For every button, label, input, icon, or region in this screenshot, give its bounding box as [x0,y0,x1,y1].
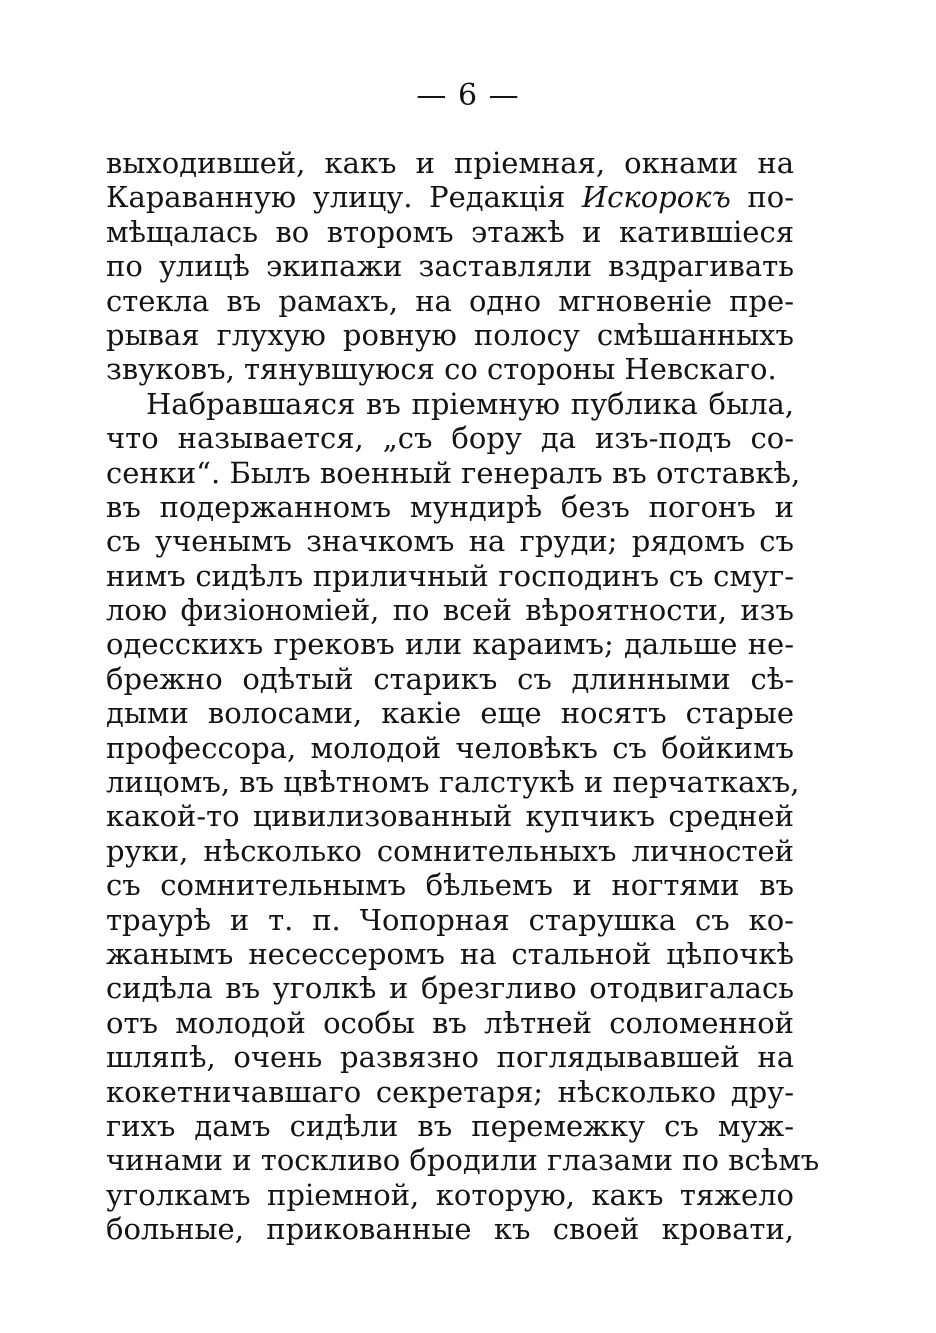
text-line: съ сомнительнымъ бѣльемъ и ногтями въ [106,868,794,903]
text-line: жанымъ несессеромъ на стальной цѣпочкѣ [106,936,794,971]
text-line: сидѣла въ уголкѣ и брезгливо отодвигалась [106,971,794,1006]
text-line: брежно одѣтый старикъ съ длинными сѣ- [106,661,794,696]
text-line: больные, прикованные къ своей кровати, [106,1212,794,1247]
text-line: профессора, молодой человѣкъ съ бойкимъ [106,730,794,765]
text-line: выходившей, какъ и пріемная, окнами на [106,146,794,180]
text-line: лицомъ, въ цвѣтномъ галстукѣ и перчаткахъ, [106,765,800,800]
text-line: Набравшаяся въ пріемную публика была, [146,386,794,421]
paragraph-1 [106,146,794,387]
text-line: шляпѣ, очень развязно поглядывавшей на [106,1040,794,1075]
body-text [106,146,820,1247]
text-line: дыми волосами, какіе еще носятъ старые [106,696,794,731]
text-line: руки, нѣсколько сомнительныхъ личностей [106,833,794,868]
text-line: кокетничавшаго секретаря; нѣсколько дру- [106,1074,794,1109]
text-line: Караванную улицу. Редакція Искорокъ по- [106,180,795,215]
text-line: лою физіономіей, по всей вѣроятности, изъ [106,593,794,628]
text-line: стекла въ рамахъ, на одно мгновеніе пре- [106,283,794,318]
text-line: сенки“. Былъ военный генералъ въ отставкѣ, [106,455,801,490]
page-number: — 6 — [416,78,520,113]
text-line: отъ молодой особы въ лѣтней соломенной [106,1005,794,1040]
italic-title: Искорокъ [581,180,731,215]
text-line: нимъ сидѣлъ приличный господинъ съ смуг- [106,558,794,593]
text-line: въ подержанномъ мундирѣ безъ погонъ и [106,489,794,524]
text-line: что называется, „съ бору да изъ-подъ со- [106,421,794,456]
text-line: съ ученымъ значкомъ на груди; рядомъ съ [106,524,794,559]
text-line: одесскихъ грековъ или караимъ; дальше не- [106,627,794,662]
text-line: по улицѣ экипажи заставляли вздрагивать [106,249,794,284]
text-line: чинами и тоскливо бродили глазами по всѣмъ [106,1143,820,1178]
text-line: мѣщалась во второмъ этажѣ и катившіеся [106,214,794,249]
text-line: звуковъ, тянувшуюся со стороны Невскаго. [106,352,777,387]
text-line: гихъ дамъ сидѣли въ перемежку съ муж- [106,1108,794,1143]
paragraph-2 [106,386,820,1247]
text-line: уголкамъ пріемной, которую, какъ тяжело [106,1177,794,1212]
text-line: рывая глухую ровную полосу смѣшанныхъ [106,317,794,352]
text-line: какой-то цивилизованный купчикъ средней [106,799,794,834]
text-line: траурѣ и т. п. Чопорная старушка съ ко- [106,902,794,937]
